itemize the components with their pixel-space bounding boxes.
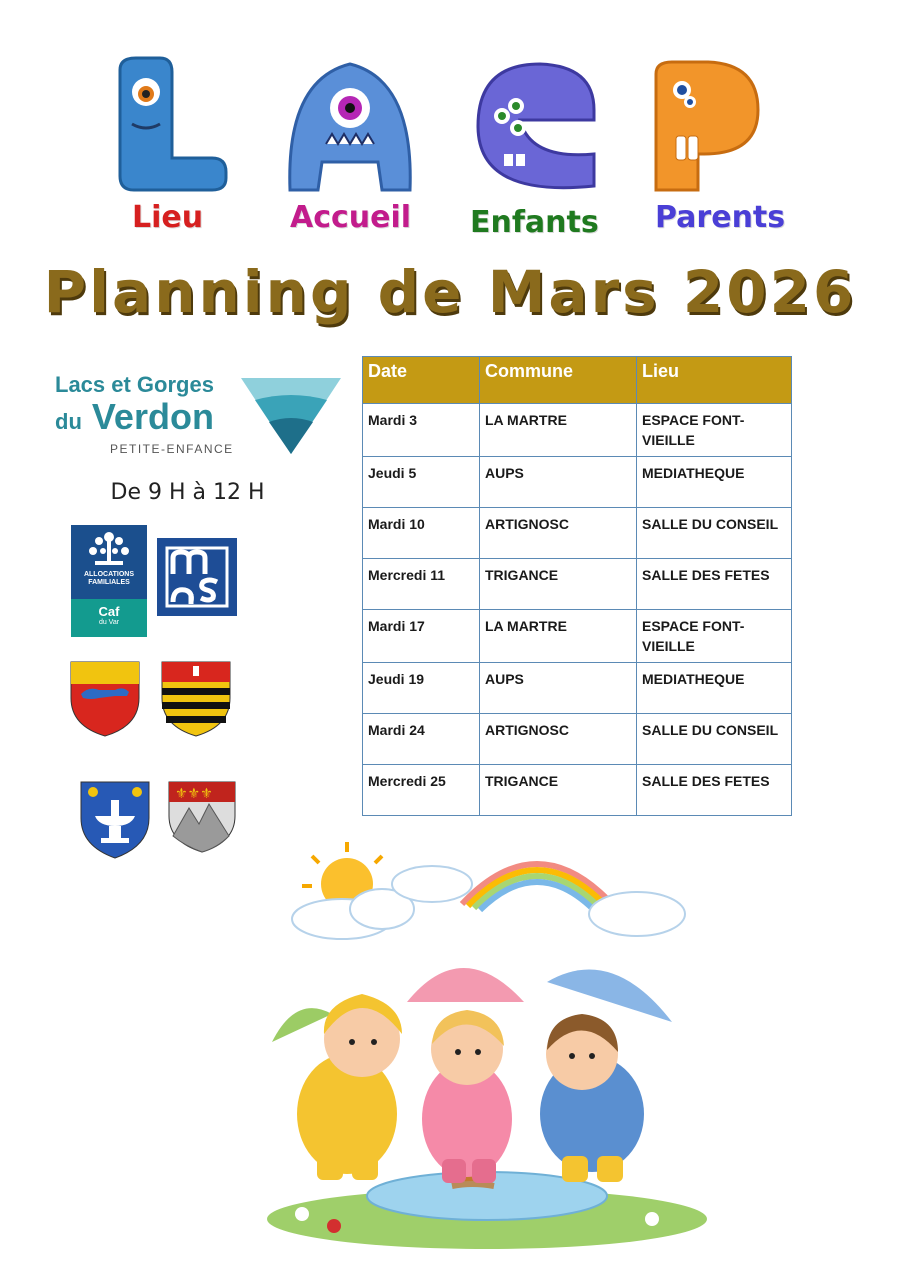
cell-date: Mercredi 11 xyxy=(363,559,480,610)
cell-commune: ARTIGNOSC xyxy=(480,508,637,559)
logo-line1: Lacs et Gorges xyxy=(55,372,214,397)
verdon-v-icon xyxy=(241,376,341,456)
table-row xyxy=(363,610,792,663)
caf-line2: FAMILIALES xyxy=(88,579,130,586)
coat-of-arms-mountains-icon xyxy=(167,780,237,854)
caf-region: du Var xyxy=(98,619,120,626)
caf-bottom xyxy=(71,599,147,637)
laep-monster-letters xyxy=(100,50,800,210)
cell-date: Jeudi 19 xyxy=(363,663,480,714)
caf-logo xyxy=(71,525,147,637)
table-header-row xyxy=(363,357,792,404)
msa-mark-icon xyxy=(157,538,237,616)
table-row xyxy=(363,404,792,457)
cell-commune: LA MARTRE xyxy=(480,404,637,457)
cell-date: Mardi 24 xyxy=(363,714,480,765)
cell-lieu: ESPACE FONT-VIEILLE xyxy=(637,610,792,663)
label-enfants: Enfants xyxy=(470,205,599,240)
cell-date: Mardi 3 xyxy=(363,404,480,457)
cell-lieu: MEDIATHEQUE xyxy=(637,457,792,508)
cell-date: Mardi 10 xyxy=(363,508,480,559)
cell-date: Mardi 17 xyxy=(363,610,480,663)
coat-of-arms-fox-icon xyxy=(69,660,141,738)
header-lieu: Lieu xyxy=(637,357,792,404)
logo-verdon: Verdon xyxy=(91,396,214,437)
coat-of-arms-bands-icon xyxy=(160,660,232,738)
caf-name: Caf xyxy=(98,604,120,619)
cell-lieu: SALLE DES FETES xyxy=(637,765,792,816)
label-accueil: Accueil xyxy=(290,200,412,235)
cell-date: Jeudi 5 xyxy=(363,457,480,508)
cell-lieu: MEDIATHEQUE xyxy=(637,663,792,714)
caf-text xyxy=(71,571,147,587)
cell-lieu: SALLE DU CONSEIL xyxy=(637,508,792,559)
logo-du: du xyxy=(55,409,82,434)
cell-commune: AUPS xyxy=(480,663,637,714)
page-title: Planning de Mars 2026 xyxy=(43,258,857,326)
cell-lieu: SALLE DU CONSEIL xyxy=(637,714,792,765)
opening-hours: De 9 H à 12 H xyxy=(110,480,265,505)
header-commune: Commune xyxy=(480,357,637,404)
table-row xyxy=(363,559,792,610)
svg-text:⚜⚜⚜: ⚜⚜⚜ xyxy=(175,786,213,802)
table-row xyxy=(363,457,792,508)
cell-commune: TRIGANCE xyxy=(480,765,637,816)
cell-lieu: ESPACE FONT-VIEILLE xyxy=(637,404,792,457)
cell-commune: AUPS xyxy=(480,457,637,508)
table-row xyxy=(363,765,792,816)
label-parents: Parents xyxy=(655,200,786,235)
table-row xyxy=(363,508,792,559)
header-date: Date xyxy=(363,357,480,404)
cell-date: Mercredi 25 xyxy=(363,765,480,816)
caf-line1: ALLOCATIONS xyxy=(83,571,135,578)
cell-commune: LA MARTRE xyxy=(480,610,637,663)
verdon-logo xyxy=(55,372,345,462)
schedule-table xyxy=(362,356,792,816)
logo-line2 xyxy=(55,396,214,438)
msa-logo xyxy=(157,538,237,616)
children-rain-illustration xyxy=(262,814,712,1254)
cell-lieu: SALLE DES FETES xyxy=(637,559,792,610)
logo-line3: PETITE-ENFANCE xyxy=(110,442,234,456)
table-row xyxy=(363,714,792,765)
family-tree-icon xyxy=(71,525,147,571)
label-lieu: Lieu xyxy=(132,200,204,235)
table-row xyxy=(363,663,792,714)
coat-of-arms-fountain-icon xyxy=(79,780,151,860)
cell-commune: ARTIGNOSC xyxy=(480,714,637,765)
cell-commune: TRIGANCE xyxy=(480,559,637,610)
